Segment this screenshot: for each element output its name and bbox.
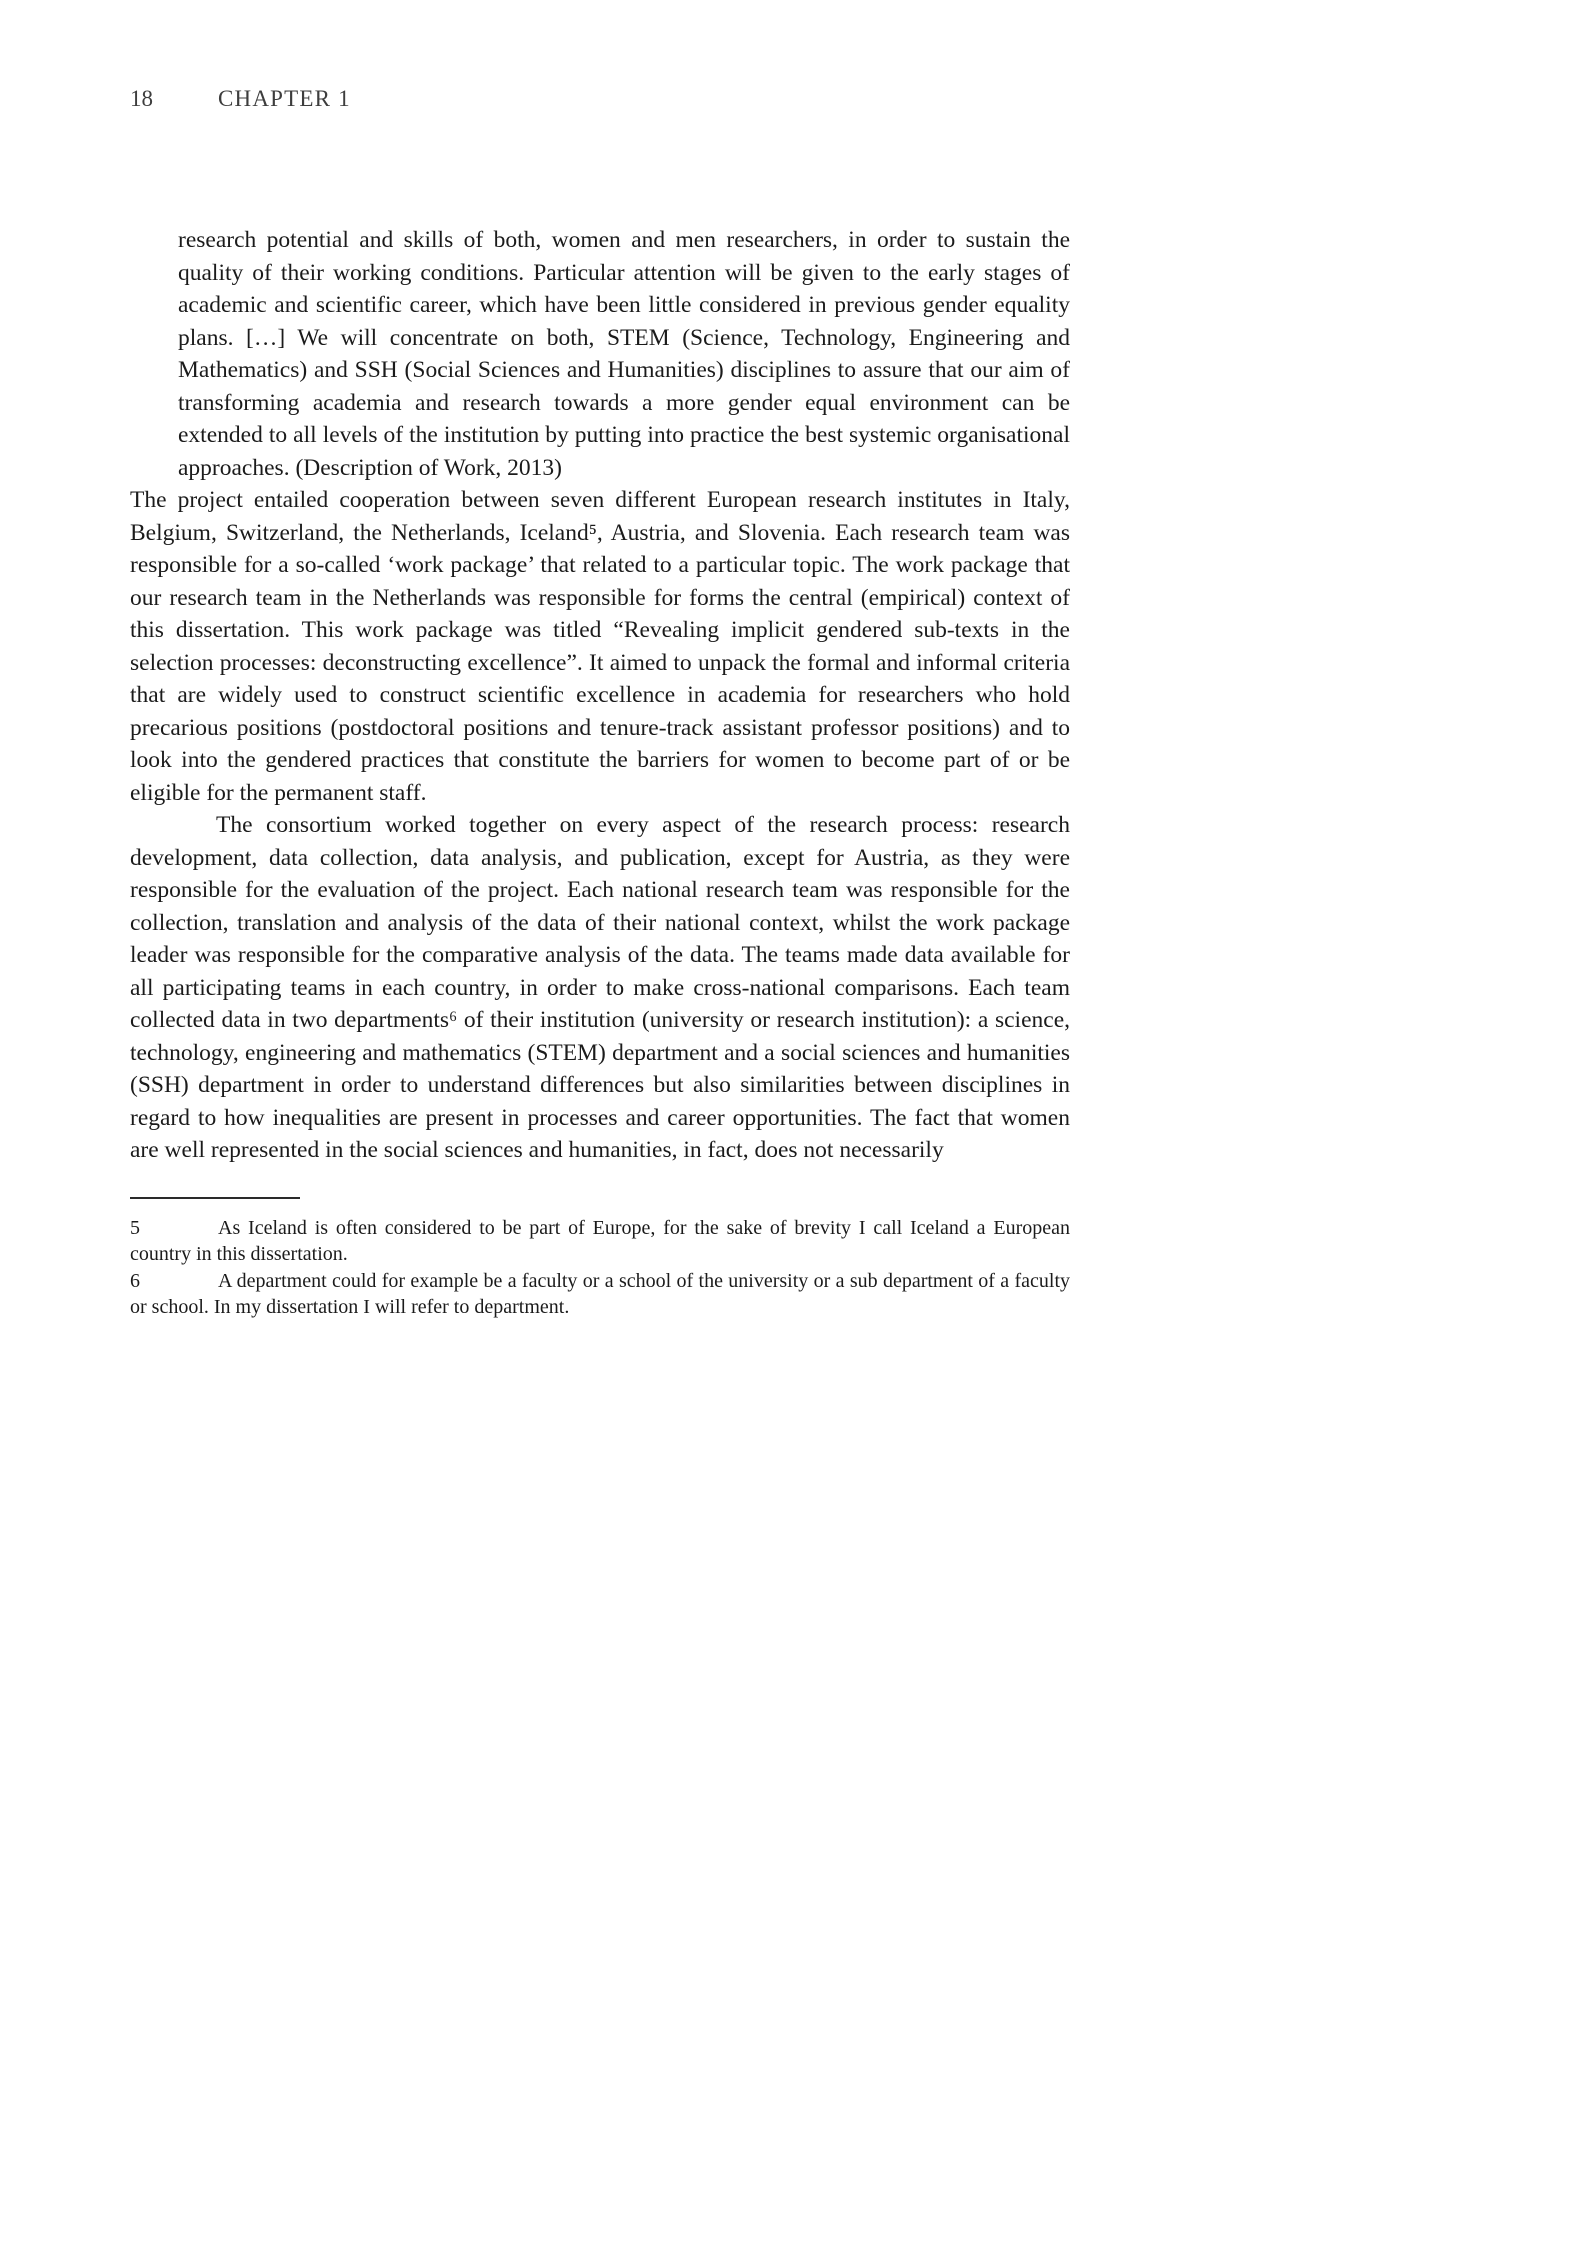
page-number: 18	[130, 86, 153, 111]
footnote-number: 6	[130, 1269, 140, 1292]
footnote-text: A department could for example be a faculty or a school of the university or a sub department of a faculty or school. In my dissertation I will refer to department.	[130, 1269, 1070, 1318]
block-quote: research potential and skills of both, women and men researchers, in order to sustain the quality of their working conditions. Particular attention will be given to the early stages of academic and scientific career, which have been little considered in previous gender equality plans. […] We will concentrate on both, STEM (Science, Technology, Engineering and Mathematics) and SSH (Social Sciences and Humanities) disciplines to assure that our aim of transforming academia and research towards a more gender equal environment can be extended to all levels of the institution by putting into practice the best systemic organisational approaches. (Description of Work, 2013)	[178, 227, 1070, 481]
footnote-number: 5	[130, 1216, 140, 1239]
main-text-block	[130, 224, 1070, 1321]
footnote-section	[130, 1197, 1070, 1321]
footnote	[130, 1268, 1070, 1321]
footnote-text: As Iceland is often considered to be part of Europe, for the sake of brevity I call Iceland a European country in this dissertation.	[130, 1216, 1070, 1265]
footnote-divider	[130, 1197, 300, 1199]
footnote	[130, 1215, 1070, 1268]
body-paragraph: The consortium worked together on every aspect of the research process: research development, data collection, data analysis, and publication, except for Austria, as they were responsible for the evaluation of the project. Each national research team was responsible for the collection, translation and analysis of the data of their national context, whilst the work package leader was responsible for the comparative analysis of the data. The teams made data available for all participating teams in each country, in order to make cross-national comparisons. Each team collected data in two departments⁶ of their institution (university or research institution): a science, technology, engineering and mathematics (STEM) department and a social sciences and humanities (SSH) department in order to understand differences but also similarities between disciplines in regard to how inequalities are present in processes and career opportunities. The fact that women are well represented in the social sciences and humanities, in fact, does not necessarily	[130, 812, 1070, 1163]
running-header	[130, 86, 351, 112]
chapter-header: CHAPTER 1	[218, 86, 351, 111]
body-paragraph: The project entailed cooperation between seven different European research institutes in Italy, Belgium, Switzerland, the Netherlands, Iceland⁵, Austria, and Slovenia. Each research team was responsible for a so-called ‘work package’ that related to a particular topic. The work package that our research team in the Netherlands was responsible for forms the central (empirical) context of this dissertation. This work package was titled “Revealing implicit gendered sub-texts in the selection processes: deconstructing excellence”. It aimed to unpack the formal and informal criteria that are widely used to construct scientific excellence in academia for researchers who hold precarious positions (postdoctoral positions and tenure-track assistant professor positions) and to look into the gendered practices that constitute the barriers for women to become part of or be eligible for the permanent staff.	[130, 487, 1070, 806]
